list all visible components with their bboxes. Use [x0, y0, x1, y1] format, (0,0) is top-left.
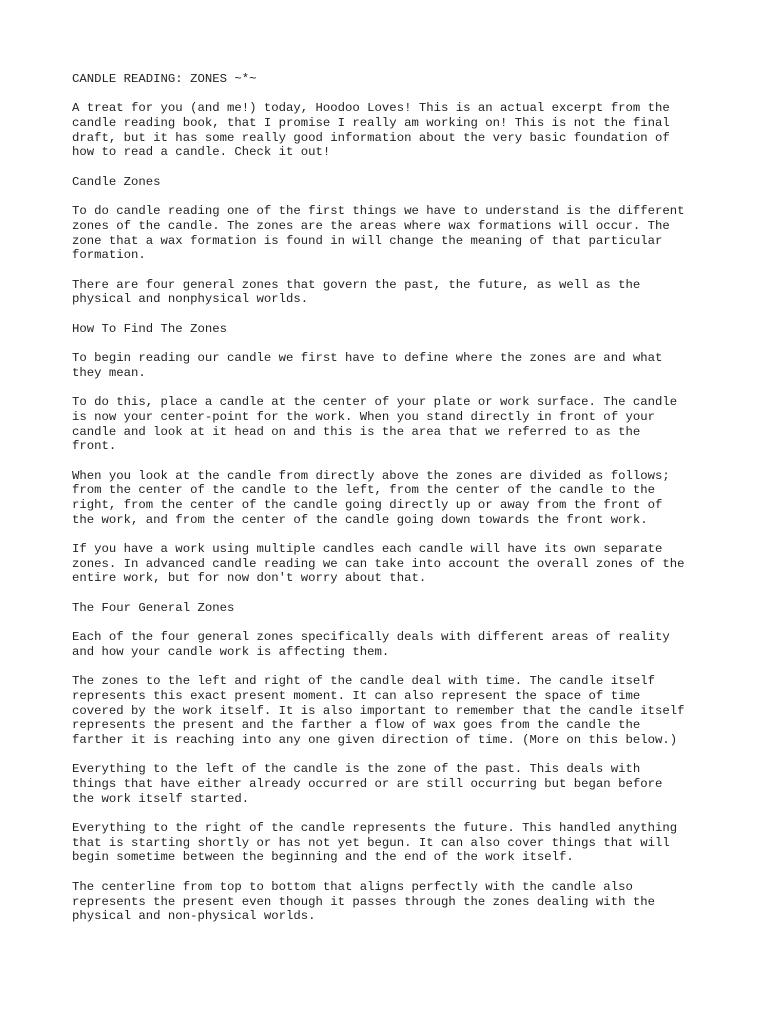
paragraph-line: draft, but it has some really good information about the very basic foundation of: [72, 130, 670, 145]
paragraph-line: front.: [72, 439, 117, 454]
paragraph: [72, 542, 712, 586]
paragraph-line: farther it is reaching into any one given direction of time. (More on this below.): [72, 732, 678, 747]
paragraph-line: The centerline from top to bottom that aligns perfectly with the candle also: [72, 879, 633, 894]
paragraph: [72, 630, 712, 659]
paragraph-line: they mean.: [72, 365, 146, 380]
paragraph-line: is now your center-point for the work. When you stand directly in front of your: [72, 409, 655, 424]
paragraph-line: To do this, place a candle at the center of your plate or work surface. The candle: [72, 395, 678, 410]
heading-line: The Four General Zones: [72, 600, 235, 615]
paragraph-line: There are four general zones that govern the past, the future, as well as the: [72, 277, 641, 292]
paragraph: [72, 880, 712, 924]
paragraph: [72, 821, 712, 865]
paragraph: [72, 469, 712, 528]
paragraph-line: Everything to the right of the candle represents the future. This handled anything: [72, 821, 678, 836]
section-heading: [72, 601, 712, 616]
paragraph: [72, 351, 712, 380]
paragraph-line: represents the present even though it passes through the zones dealing with the: [72, 894, 655, 909]
paragraph-line: candle and look at it head on and this is the area that we referred to as the: [72, 424, 641, 439]
paragraph: [72, 101, 712, 160]
paragraph-line: begin sometime between the beginning and the end of the work itself.: [72, 850, 574, 865]
section-heading: [72, 322, 712, 337]
paragraph-line: physical and non-physical worlds.: [72, 909, 316, 924]
paragraph: [72, 762, 712, 806]
paragraph-line: zones of the candle. The zones are the areas where wax formations will occur. The: [72, 218, 670, 233]
paragraph-line: If you have a work using multiple candles each candle will have its own separate: [72, 542, 663, 556]
paragraph-line: To do candle reading one of the first things we have to understand is the different: [72, 204, 685, 219]
paragraph-line: The zones to the left and right of the candle deal with time. The candle itself: [72, 674, 655, 689]
paragraph: [72, 278, 712, 307]
paragraph-line: right, from the center of the candle going directly up or away from the front of: [72, 497, 663, 512]
paragraph-line: A treat for you (and me!) today, Hoodoo Loves! This is an actual excerpt from the: [72, 101, 670, 116]
paragraph-line: covered by the work itself. It is also important to remember that the candle itself: [72, 703, 685, 718]
paragraph: [72, 204, 712, 263]
paragraph-line: formation.: [72, 248, 146, 263]
paragraph-line: that is starting shortly or has not yet begun. It can also cover things that will: [72, 835, 670, 850]
heading-line: Candle Zones: [72, 174, 161, 189]
paragraph: [72, 674, 712, 747]
paragraph-line: represents this exact present moment. It can also represent the space of time: [72, 688, 641, 703]
paragraph: [72, 395, 712, 454]
paragraph-line: candle reading book, that I promise I really am working on! This is not the final: [72, 116, 670, 131]
paragraph-line: Everything to the left of the candle is the zone of the past. This deals with: [72, 762, 641, 777]
document-body: [72, 72, 712, 939]
document-title: [72, 72, 712, 87]
paragraph-line: entire work, but for now don't worry about that.: [72, 571, 427, 586]
paragraph-line: represents the present and the farther a flow of wax goes from the candle the: [72, 718, 641, 733]
paragraph-line: Each of the four general zones specifically deals with different areas of reality: [72, 630, 670, 645]
paragraph-line: how to read a candle. Check it out!: [72, 145, 331, 160]
title-line: CANDLE READING: ZONES ~*~: [72, 72, 257, 86]
section-heading: [72, 175, 712, 190]
paragraph-line: To begin reading our candle we first have to define where the zones are and what: [72, 351, 663, 366]
paragraph-line: zone that a wax formation is found in will change the meaning of that particular: [72, 233, 663, 248]
heading-line: How To Find The Zones: [72, 321, 227, 336]
paragraph-line: from the center of the candle to the left, from the center of the candle to the: [72, 483, 655, 498]
paragraph-line: the work, and from the center of the candle going down towards the front work.: [72, 512, 648, 527]
paragraph-line: zones. In advanced candle reading we can take into account the overall zones of the: [72, 556, 685, 571]
paragraph-line: and how your candle work is affecting them.: [72, 644, 390, 659]
paragraph-line: things that have either already occurred or are still occurring but began before: [72, 777, 663, 791]
paragraph-line: the work itself started.: [72, 791, 250, 806]
paragraph-line: physical and nonphysical worlds.: [72, 292, 309, 307]
paragraph-line: When you look at the candle from directly above the zones are divided as follows;: [72, 468, 670, 483]
